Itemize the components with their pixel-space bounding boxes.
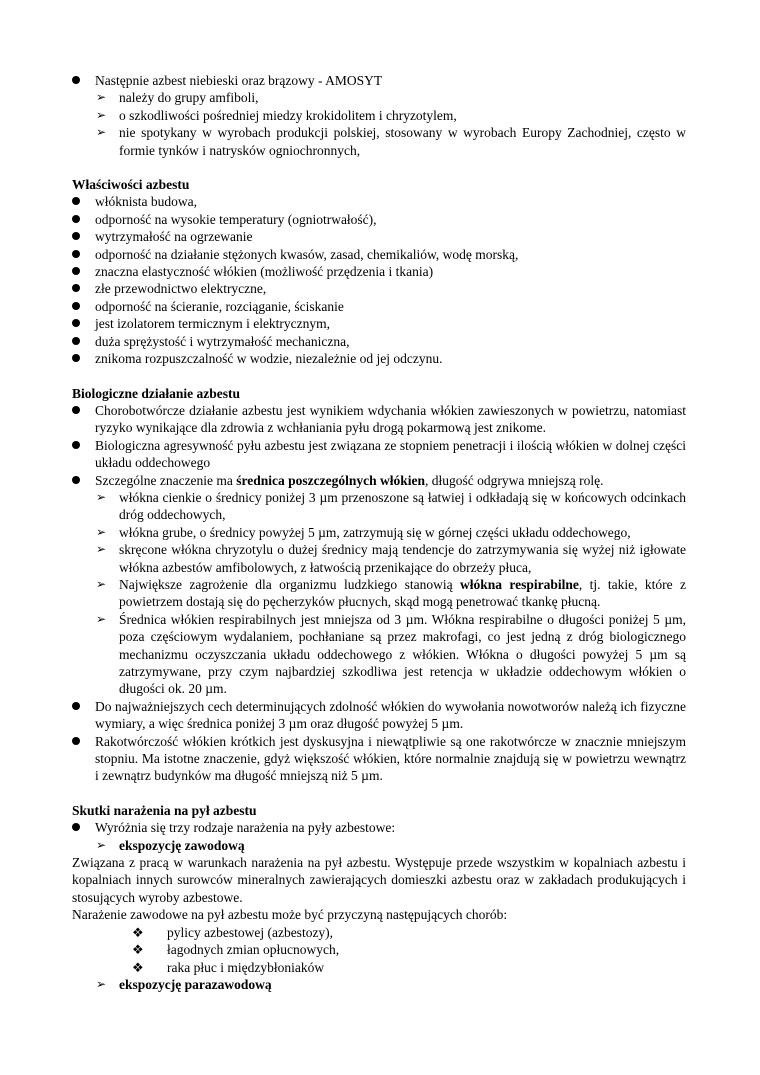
property-item	[72, 315, 686, 332]
bullet-icon	[72, 437, 92, 454]
property-item	[72, 193, 686, 210]
arrow-item	[72, 489, 686, 524]
biology-p5: Rakotwórczość włókien krótkich jest dyskusyjna i niewątpliwie są one rakotwórcze w znacznie mniejszym stopniu. Ma istotne znaczenie, gdyż większość włókien, które normalnie znajdują się w powietrzu wewnątrz i zewnątrz budynków ma długość mniejszą niż 5 µm.	[95, 733, 686, 784]
property-item	[72, 246, 686, 263]
biology-sub-3: skręcone włókna chryzotylu o dużej średnicy mają tendencje do zatrzymywania się wyżej niż igłowate włókna azbestów amfibolowych, z łatwością przenikające do obrzeży płuca,	[119, 542, 686, 575]
biology-p2: Biologiczna agresywność pyłu azbestu jest związana ze stopniem penetracji i ilością włókien w dolnej części układu oddechowego	[95, 437, 686, 471]
arrow-item	[72, 124, 686, 159]
bullet-icon	[72, 402, 92, 419]
biology-p4: Do najważniejszych cech determinujących zdolność włókien do wywołania nowotworów należą ich fizyczne wymiary, a więc średnica poniżej 3 µm oraz długość powyżej 5 µm.	[95, 698, 686, 732]
arrow-item	[72, 611, 686, 698]
bullet-icon	[72, 298, 92, 315]
biology-p1: Chorobotwórcze działanie azbestu jest wynikiem wdychania włókien zawieszonych w powietrzu, natomiast ryzyko wynikające dla zdrowia z wchłaniania pyłu drogą pokarmową jest znikome.	[95, 402, 686, 436]
effects-heading: Skutki narażenia na pył azbestu	[72, 802, 257, 818]
amosyt-section	[72, 72, 686, 159]
property-item	[72, 280, 686, 297]
arrow-bullet-icon: ➢	[96, 976, 107, 991]
bullet-icon	[72, 819, 92, 836]
bullet-icon	[72, 315, 92, 332]
properties-heading: Właściwości azbestu	[72, 177, 190, 193]
disease-text: łagodnych zmian opłucnowych,	[167, 942, 340, 958]
property-item	[72, 298, 686, 315]
effects-paragraph-2: Narażenie zawodowe na pył azbestu może być przyczyną następujących chorób:	[72, 907, 508, 923]
bullet-item	[72, 819, 686, 836]
diamond-bullet-icon: ❖	[132, 942, 144, 958]
bullet-item	[72, 733, 686, 785]
amosyt-sub-3: nie spotykany w wyrobach produkcji polskiej, stosowany w wyrobach Europy Zachodniej, często w formie tynków i natrysków ogniochronnych,	[119, 125, 686, 158]
property-text: znikoma rozpuszczalność w wodzie, niezależnie od jej odczynu.	[95, 351, 443, 367]
property-item	[72, 333, 686, 350]
biology-sub-4-before: Największe zagrożenie dla organizmu ludzkiego stanowią	[119, 576, 460, 592]
biology-p3-after: , długość odgrywa mniejszą rolę.	[425, 472, 604, 488]
bullet-icon	[72, 472, 92, 489]
exposure-parao: ekspozycję parazawodową	[119, 976, 272, 992]
property-text: duża sprężystość i wytrzymałość mechaniczna,	[95, 333, 350, 349]
biology-section	[72, 385, 686, 785]
biology-p3-before: Szczególne znaczenie ma	[95, 472, 237, 488]
bullet-icon	[72, 193, 92, 210]
property-text: włóknista budowa,	[95, 194, 197, 210]
arrow-bullet-icon: ➢	[96, 611, 107, 626]
arrow-bullet-icon: ➢	[96, 489, 107, 504]
property-text: znaczna elastyczność włókien (możliwość przędzenia i tkania)	[95, 264, 434, 280]
bullet-icon	[72, 733, 92, 750]
arrow-bullet-icon: ➢	[96, 107, 107, 122]
property-text: odporność na działanie stężonych kwasów, zasad, chemikaliów, wodę morską,	[95, 246, 519, 262]
bullet-icon	[72, 698, 92, 715]
amosyt-sub-1: należy do grupy amfiboli,	[119, 90, 259, 106]
effects-section	[72, 802, 686, 993]
arrow-item	[72, 837, 686, 854]
exposure-occupational: ekspozycję zawodową	[119, 837, 245, 853]
biology-sub-5: Średnica włókien respirabilnych jest mniejsza od 3 µm. Włókna respirabilne o długości poniżej 5 µm, poza częściowym wydalaniem, pochłaniane są przez makrofagi, co jest jedną z dróg biologicznego mechanizmu oczyszczania układu oddechowego z włókien. Włókna o długości powyżej 5 µm są zatrzymywane, przy czym najbardziej szkodliwa jest retencja w układzie oddechowym włókien o długości ok. 20 µm.	[119, 611, 686, 697]
bullet-item	[72, 72, 686, 89]
property-text: odporność na ścieranie, rozciąganie, ściskanie	[95, 298, 344, 314]
property-text: odporność na wysokie temperatury (ogniotrwałość),	[95, 211, 377, 227]
property-item	[72, 211, 686, 228]
amosyt-sub-2: o szkodliwości pośredniej miedzy krokidolitem i chryzotylem,	[119, 107, 457, 123]
biology-heading: Biologiczne działanie azbestu	[72, 385, 240, 401]
amosyt-lead: Następnie azbest niebieski oraz brązowy - AMOSYT	[95, 73, 383, 88]
disease-text: raka płuc i międzybłoniaków	[167, 959, 325, 975]
arrow-bullet-icon: ➢	[96, 90, 107, 105]
biology-sub-2: włókna grube, o średnicy powyżej 5 µm, zatrzymują się w górnej części układu oddechowego,	[119, 524, 631, 540]
property-item	[72, 228, 686, 245]
arrow-item	[72, 576, 686, 611]
arrow-item	[72, 541, 686, 576]
arrow-item	[72, 107, 686, 124]
arrow-bullet-icon: ➢	[96, 542, 107, 557]
biology-sub-1: włókna cienkie o średnicy poniżej 3 µm przenoszone są łatwiej i odkładają się w końcowych odcinkach dróg oddechowych,	[119, 489, 686, 523]
property-item	[72, 263, 686, 280]
arrow-item	[72, 89, 686, 106]
effects-paragraph-1: Związana z pracą w warunkach narażenia na pył azbestu. Występuje przede wszystkim w kopalniach azbestu i kopalniach innych surowców mineralnych zawierających domieszki azbestu oraz w zakładach produkujących i stosujących wyroby azbestowe.	[72, 855, 686, 905]
biology-p3-bold: średnica poszczególnych włókien	[236, 472, 426, 488]
property-text: wytrzymałość na ogrzewanie	[95, 229, 253, 245]
bullet-item	[72, 402, 686, 437]
effects-lead: Wyróżnia się trzy rodzaje narażenia na pyły azbestowe:	[95, 820, 396, 836]
disease-text: pylicy azbestowej (azbestozy),	[167, 924, 334, 940]
disease-item	[72, 959, 686, 976]
arrow-bullet-icon: ➢	[96, 837, 107, 852]
biology-sub-4-after: , tj. takie, które z powietrzem dostają się do pęcherzyków płucnych, skąd mogą penetrować tkankę płucną.	[119, 576, 686, 610]
bullet-item	[72, 437, 686, 472]
bullet-icon	[72, 246, 92, 263]
bullet-icon	[72, 72, 92, 89]
bullet-item	[72, 472, 686, 489]
disease-item	[72, 924, 686, 941]
disease-item	[72, 941, 686, 958]
bullet-icon	[72, 350, 92, 367]
properties-section	[72, 176, 686, 367]
bullet-icon	[72, 263, 92, 280]
arrow-item	[72, 524, 686, 541]
property-text: jest izolatorem termicznym i elektrycznym,	[95, 316, 331, 332]
bullet-item	[72, 698, 686, 733]
bullet-icon	[72, 211, 92, 228]
arrow-item	[72, 976, 686, 993]
arrow-bullet-icon: ➢	[96, 524, 107, 539]
bullet-icon	[72, 228, 92, 245]
biology-sub-4-bold: włókna respirabilne	[459, 576, 579, 592]
property-item	[72, 350, 686, 367]
diamond-bullet-icon: ❖	[132, 959, 144, 975]
bullet-icon	[72, 333, 92, 350]
arrow-bullet-icon: ➢	[96, 125, 107, 140]
arrow-bullet-icon: ➢	[96, 576, 107, 591]
bullet-icon	[72, 280, 92, 297]
property-text: złe przewodnictwo elektryczne,	[95, 281, 267, 297]
diamond-bullet-icon: ❖	[132, 924, 144, 940]
